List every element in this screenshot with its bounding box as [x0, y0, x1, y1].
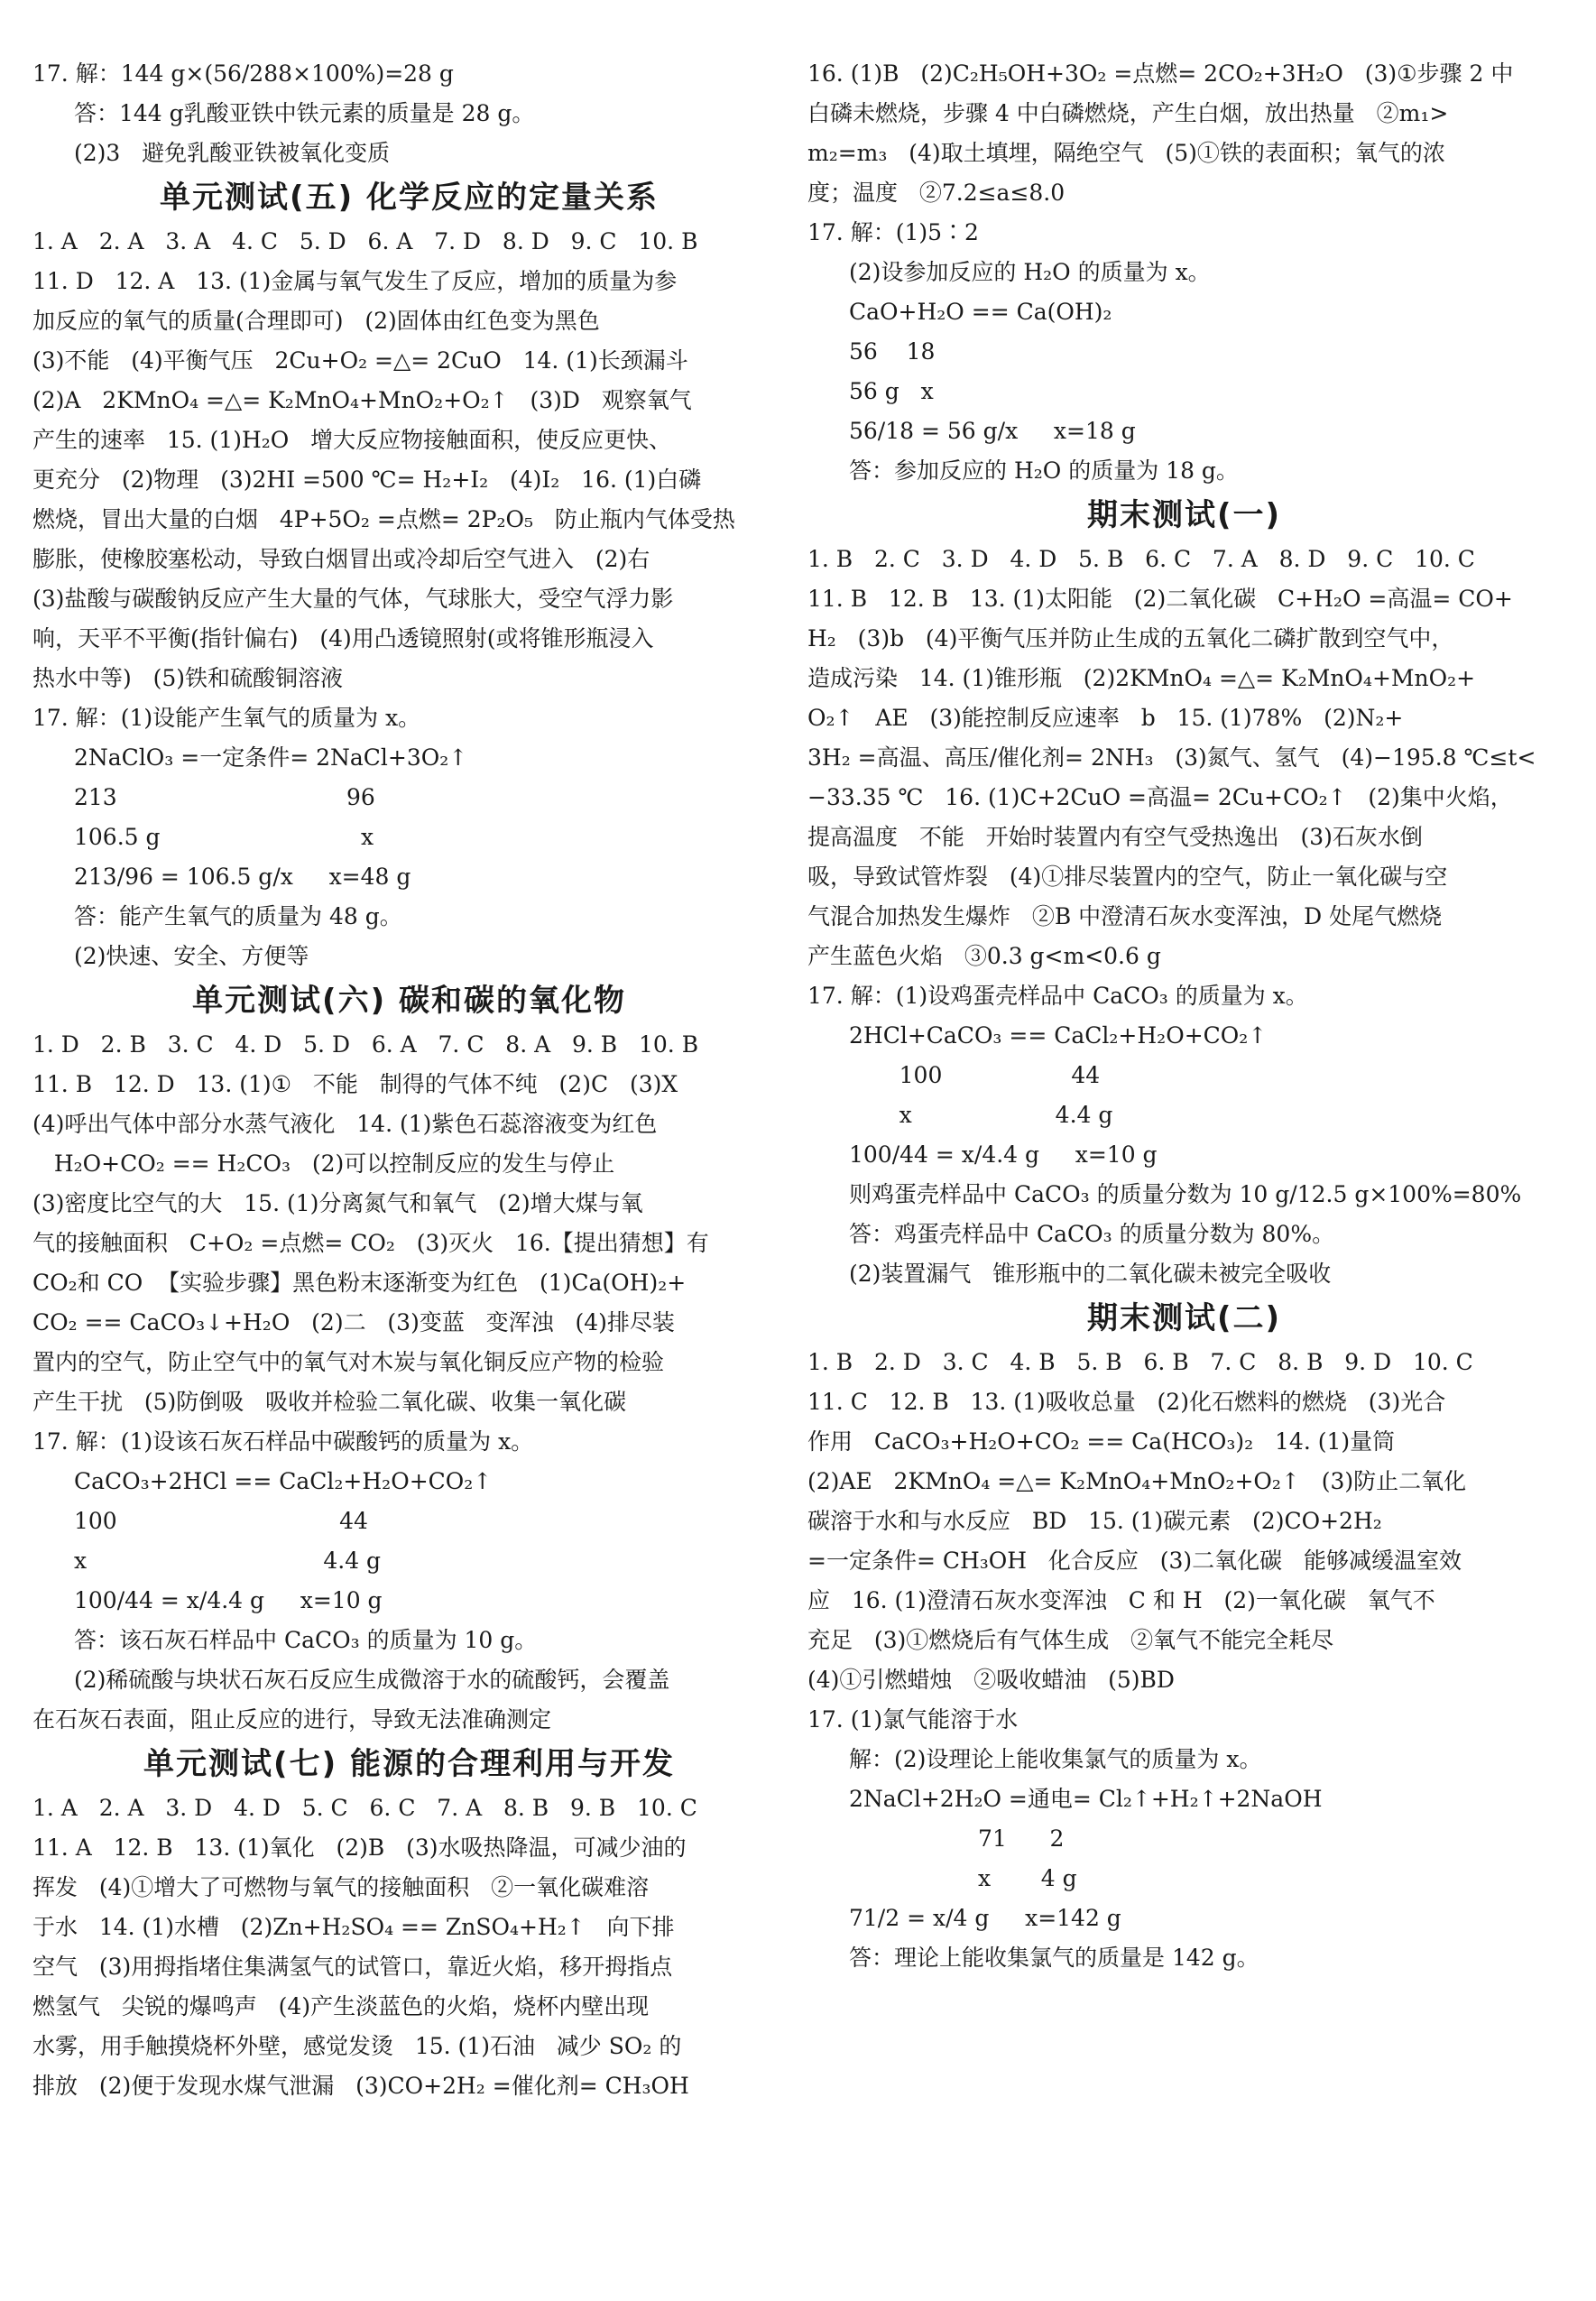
answer-line: m₂=m₃ (4)取土填埋，隔绝空气 (5)①铁的表面积；氧气的浓 — [807, 140, 1445, 166]
section-heading: 单元测试(七) 能源的合理利用与开发 — [143, 1746, 675, 1782]
answer-line: 11. A 12. B 13. (1)氧化 (2)B (3)水吸热降温，可减少油的 — [32, 1834, 687, 1861]
calculation-line: 56 g x — [849, 378, 934, 404]
answer-line: H₂ (3)b (4)平衡气压并防止生成的五氧化二磷扩散到空气中， — [807, 625, 1454, 651]
answer-line: 1. A 2. A 3. D 4. D 5. C 6. C 7. A 8. B 9. B 10. C — [32, 1795, 697, 1821]
answer-line: =一定条件= CH₃OH 化合反应 (3)二氧化碳 能够减缓温室效 — [807, 1548, 1462, 1574]
answer-line: (2)快速、安全、方便等 — [74, 943, 309, 969]
calculation-line: x 4.4 g — [849, 1102, 1113, 1128]
answer-line: (4)①引燃蜡烛 ②吸收蜡油 (5)BD — [807, 1667, 1175, 1693]
answer-line: 11. B 12. D 13. (1)① 不能 制得的气体不纯 (2)C (3)X — [32, 1071, 678, 1097]
answer-line: 答：该石灰石样品中 CaCO₃ 的质量为 10 g。 — [74, 1627, 538, 1653]
answer-line: 17. 解：(1)设能产生氧气的质量为 x。 — [32, 705, 421, 731]
calculation-line: x 4.4 g — [74, 1548, 382, 1574]
answer-line: 1. B 2. C 3. D 4. D 5. B 6. C 7. A 8. D 9. C 10. C — [807, 546, 1475, 572]
calculation-line: 56/18 = 56 g/x x=18 g — [849, 418, 1136, 444]
calculation-line: 71/2 = x/4 g x=142 g — [849, 1905, 1121, 1931]
answer-line: 应 16. (1)澄清石灰水变浑浊 C 和 H (2)一氧化碳 氧气不 — [807, 1587, 1435, 1613]
answer-line: 膨胀，使橡胶塞松动，导致白烟冒出或冷却后空气进入 (2)右 — [32, 546, 650, 572]
answer-line: 17. 解：(1)设鸡蛋壳样品中 CaCO₃ 的质量为 x。 — [807, 983, 1308, 1009]
answer-line: 燃氢气 尖锐的爆鸣声 (4)产生淡蓝色的火焰，烧杯内壁出现 — [32, 1993, 650, 2019]
calculation-line: 100 44 — [849, 1062, 1101, 1088]
answer-line: 造成污染 14. (1)锥形瓶 (2)2KMnO₄ =△= K₂MnO₄+MnO₂+ — [807, 665, 1476, 691]
answer-line: 11. C 12. B 13. (1)吸收总量 (2)化石燃料的燃烧 (3)光合 — [807, 1389, 1446, 1415]
answer-line: 白磷未燃烧，步骤 4 中白磷燃烧，产生白烟，放出热量 ②m₁> — [807, 100, 1449, 126]
answer-line: 置内的空气，防止空气中的氧气对木炭与氧化铜反应产物的检验 — [32, 1349, 665, 1375]
answer-line: 提高温度 不能 开始时装置内有空气受热逸出 (3)石灰水倒 — [807, 824, 1423, 850]
answer-line: −33.35 ℃ 16. (1)C+2CuO =高温= 2Cu+CO₂↑ (2)集中火焰， — [807, 784, 1513, 810]
answer-line: 答：理论上能收集氯气的质量是 142 g。 — [849, 1945, 1259, 1971]
answer-line: 17. (1)氯气能溶于水 — [807, 1706, 1019, 1733]
answer-line: 于水 14. (1)水槽 (2)Zn+H₂SO₄ == ZnSO₄+H₂↑ 向下排 — [32, 1914, 675, 1940]
answer-line: 度；温度 ②7.2≤a≤8.0 — [807, 180, 1066, 206]
answer-line: 产生蓝色火焰 ③0.3 g<m<0.6 g — [807, 943, 1161, 969]
calculation-line: 106.5 g x — [74, 824, 374, 850]
answer-line: 17. 解：144 g×(56/288×100%)=28 g — [32, 60, 454, 87]
answer-line: 1. B 2. D 3. C 4. B 5. B 6. B 7. C 8. B 9. D 10. C — [807, 1349, 1473, 1375]
answer-line: 更充分 (2)物理 (3)2HI =500 ℃= H₂+I₂ (4)I₂ 16. (1)白磷 — [32, 467, 702, 493]
answer-line: 作用 CaCO₃+H₂O+CO₂ == Ca(HCO₃)₂ 14. (1)量筒 — [807, 1428, 1396, 1455]
answer-line: 17. 解：(1)设该石灰石样品中碳酸钙的质量为 x。 — [32, 1428, 534, 1455]
answer-line: (2)3 避免乳酸亚铁被氧化变质 — [74, 140, 391, 166]
answer-line: 在石灰石表面，阻止反应的进行，导致无法准确测定 — [32, 1706, 552, 1733]
calculation-line: 2NaClO₃ =一定条件= 2NaCl+3O₂↑ — [74, 744, 468, 771]
answer-line: (3)不能 (4)平衡气压 2Cu+O₂ =△= 2CuO 14. (1)长颈漏斗 — [32, 347, 688, 374]
answer-line: (2)稀硫酸与块状石灰石反应生成微溶于水的硫酸钙，会覆盖 — [74, 1667, 670, 1693]
answer-line: (3)盐酸与碳酸钠反应产生大量的气体，气球胀大，受空气浮力影 — [32, 586, 674, 612]
answer-line: 答：鸡蛋壳样品中 CaCO₃ 的质量分数为 80%。 — [849, 1221, 1335, 1247]
calculation-line: 56 18 — [849, 338, 936, 365]
answer-line: 16. (1)B (2)C₂H₅OH+3O₂ =点燃= 2CO₂+3H₂O (3)①步骤 2 中 — [807, 60, 1514, 87]
answer-line: (4)呼出气体中部分水蒸气液化 14. (1)紫色石蕊溶液变为红色 — [32, 1111, 658, 1137]
answer-line: 燃烧，冒出大量的白烟 4P+5O₂ =点燃= 2P₂O₅ 防止瓶内气体受热 — [32, 506, 735, 532]
answer-line: 17. 解：(1)5∶2 — [807, 219, 979, 245]
calculation-line: 100/44 = x/4.4 g x=10 g — [74, 1587, 383, 1613]
calculation-line: 100 44 — [74, 1508, 368, 1534]
answer-line: H₂O+CO₂ == H₂CO₃ (2)可以控制反应的发生与停止 — [32, 1150, 615, 1177]
section-heading: 期末测试(二) — [1086, 1300, 1282, 1336]
answer-line: 11. B 12. B 13. (1)太阳能 (2)二氧化碳 C+H₂O =高温= CO+ — [807, 586, 1513, 612]
left-column — [32, 54, 786, 2106]
answer-line: 热水中等) (5)铁和硫酸铜溶液 — [32, 665, 344, 691]
section-heading: 期末测试(一) — [1086, 497, 1282, 533]
calculation-line: 213 96 — [74, 784, 375, 810]
answer-line: O₂↑ AE (3)能控制反应速率 b 15. (1)78% (2)N₂+ — [807, 705, 1404, 731]
answer-line: 吸，导致试管炸裂 (4)①排尽装置内的空气，防止一氧化碳与空 — [807, 864, 1448, 890]
answer-line: 1. D 2. B 3. C 4. D 5. D 6. A 7. C 8. A 9. B 10. B — [32, 1031, 699, 1058]
answer-line: 响，天平不平衡(指针偏右) (4)用凸透镜照射(或将锥形瓶浸入 — [32, 625, 654, 651]
answer-line: 3H₂ =高温、高压/催化剂= 2NH₃ (3)氮气、氢气 (4)−195.8 ℃≤t< — [807, 744, 1536, 771]
answer-line: CO₂和 CO 【实验步骤】黑色粉末逐渐变为红色 (1)Ca(OH)₂+ — [32, 1270, 687, 1296]
calculation-line: x 4 g — [849, 1865, 1077, 1891]
answer-line: (3)密度比空气的大 15. (1)分离氮气和氧气 (2)增大煤与氧 — [32, 1190, 643, 1216]
answer-line: 气混合加热发生爆炸 ②B 中澄清石灰水变浑浊，D 处尾气燃烧 — [807, 903, 1443, 929]
answer-line: 11. D 12. A 13. (1)金属与氧气发生了反应，增加的质量为参 — [32, 268, 678, 294]
calculation-line: 100/44 = x/4.4 g x=10 g — [849, 1141, 1158, 1168]
answer-line: 碳溶于水和与水反应 BD 15. (1)碳元素 (2)CO+2H₂ — [807, 1508, 1382, 1534]
answer-line: 解：(2)设理论上能收集氯气的质量为 x。 — [849, 1746, 1262, 1772]
answer-line: 加反应的氧气的质量(合理即可) (2)固体由红色变为黑色 — [32, 308, 600, 334]
calculation-line: CaCO₃+2HCl == CaCl₂+H₂O+CO₂↑ — [74, 1468, 493, 1494]
answer-line: CO₂ == CaCO₃↓+H₂O (2)二 (3)变蓝 变浑浊 (4)排尽装 — [32, 1309, 675, 1335]
calculation-line: 2HCl+CaCO₃ == CaCl₂+H₂O+CO₂↑ — [849, 1022, 1268, 1049]
answer-line: 充足 (3)①燃烧后有气体生成 ②氧气不能完全耗尽 — [807, 1627, 1334, 1653]
answer-line: 1. A 2. A 3. A 4. C 5. D 6. A 7. D 8. D 9. C 10. B — [32, 228, 698, 254]
answer-line: 产生干扰 (5)防倒吸 吸收并检验二氧化碳、收集一氧化碳 — [32, 1389, 627, 1415]
calculation-line: CaO+H₂O == Ca(OH)₂ — [849, 299, 1112, 325]
answer-line: 气的接触面积 C+O₂ =点燃= CO₂ (3)灭火 16.【提出猜想】有 — [32, 1230, 709, 1256]
answer-line: 答：参加反应的 H₂O 的质量为 18 g。 — [849, 457, 1239, 484]
answer-line: (2)AE 2KMnO₄ =△= K₂MnO₄+MnO₂+O₂↑ (3)防止二氧化 — [807, 1468, 1467, 1494]
answer-line: 则鸡蛋壳样品中 CaCO₃ 的质量分数为 10 g/12.5 g×100%=80% — [849, 1181, 1522, 1207]
answer-line: (2)设参加反应的 H₂O 的质量为 x。 — [849, 259, 1211, 285]
answer-line: 水雾，用手触摸烧杯外壁，感觉发烫 15. (1)石油 减少 SO₂ 的 — [32, 2033, 682, 2059]
right-column — [807, 54, 1561, 1978]
answer-line: (2)装置漏气 锥形瓶中的二氧化碳未被完全吸收 — [849, 1261, 1332, 1287]
section-heading: 单元测试(六) 碳和碳的氧化物 — [192, 983, 626, 1019]
section-heading: 单元测试(五) 化学反应的定量关系 — [160, 180, 659, 216]
answer-line: 排放 (2)便于发现水煤气泄漏 (3)CO+2H₂ =催化剂= CH₃OH — [32, 2073, 689, 2099]
answer-line: 产生的速率 15. (1)H₂O 增大反应物接触面积，使反应更快、 — [32, 427, 672, 453]
answer-line: 答：144 g乳酸亚铁中铁元素的质量是 28 g。 — [74, 100, 535, 126]
calculation-line: 71 2 — [849, 1825, 1065, 1852]
calculation-line: 213/96 = 106.5 g/x x=48 g — [74, 864, 411, 890]
calculation-line: 2NaCl+2H₂O =通电= Cl₂↑+H₂↑+2NaOH — [849, 1786, 1323, 1812]
answer-line: 空气 (3)用拇指堵住集满氢气的试管口，靠近火焰，移开拇指点 — [32, 1954, 673, 1980]
answer-line: 挥发 (4)①增大了可燃物与氧气的接触面积 ②一氧化碳难溶 — [32, 1874, 650, 1900]
answer-line: (2)A 2KMnO₄ =△= K₂MnO₄+MnO₂+O₂↑ (3)D 观察氧气 — [32, 387, 692, 413]
answer-line: 答：能产生氧气的质量为 48 g。 — [74, 903, 402, 929]
